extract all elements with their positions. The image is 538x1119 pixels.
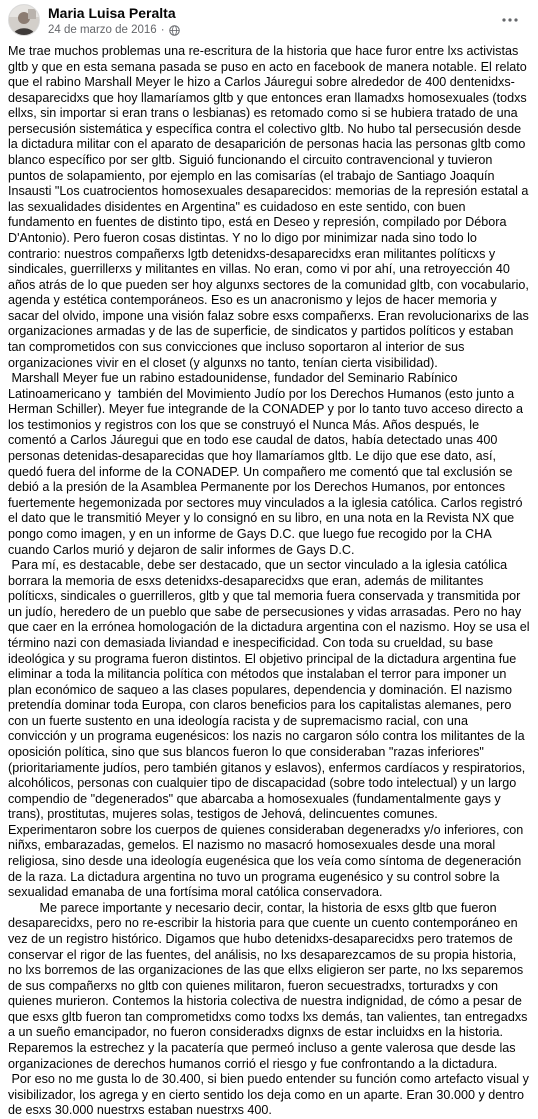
post-paragraph-3: Para mí, es destacable, debe ser destacado, que un sector vinculado a la iglesia católica borrara la memoria de esxs detenidxs-desaparecidxs que eran, además de militantes políticxs, sindicales o guerrilleros, gltb y que tal memoria fuera conservada y transmitida por un judío, heredero de un pueblo que sabe de persecusiones y vidas arrasadas. Pero no hay que caer en la errónea homologación de la dictadura argentina con el nazismo. Hoy se usa el término nazi con demasiada liviandad e inespecificidad. Con toda su crueldad, su base ideológica y su programa fueron distintos. El objetivo principal de la dictadura argentina fue eliminar a toda la militancia política con métodos que instalaban el terror para imponer un plan económico de saqueo a las clases populares, dependencia y dominación. El nazismo pretendía dominar toda Europa, con claros beneficios para los capitalistas alemanes, pero con un fuerte sustento en una ideología racista y de supremacismo racial, con una convicción y un programa eugenésicos: los nazis no cargaron sólo contra los militantes de la oposición política, sino que sus blancos fueron lo que consideraban "razas inferiores" (prioritariamente judíos, pero también gitanos y eslavos), enfermos cardíacos y respiratorios, alcohólicos, personas con cualquier tipo de discapacidad (sobre todo intelectual) y un largo compendio de "degenerados" que abarcaba a homosexuales (fundamentalmente gays y trans), prostitutas, mujeres solas, testigos de Jehová, delincuentes comunes. Experimentaron sobre los cuerpos de quienes consideraban degeneradxs y/o inferiores, con niñxs, embarazadas, gemelos. El nazismo no masacró homosexuales desde una moral religiosa, sino desde una ideología eugenésica que los veía como síntoma de degeneración de la raza. La dictadura argentina no tuvo un programa eugenésico y su control sobre la sexualidad emanaba de una fortísima moral católica conservadora. [8,558,534,900]
post-meta [48,24,180,36]
post-paragraph-1: Me trae muchos problemas una re-escritura de la historia que hace furor entre lxs activistas gltb y que en esta semana pasada se puso en acto en facebook de manera notable. El relato que el rabino Marshall Meyer le hizo a Carlos Jáuregui sobre alrededor de 400 dentenidxs-desaparecidxs que hoy llamaríamos gltb y que entonces eran llamadxs homosexuales (todxs ellxs, sin importar si eran trans o lesbianas) es retomado como si se hubiera tratado de una persecusión sistemática y específica contra el colectivo gltb. No hubo tal persecusión desde la dictadura militar con el aparato de desaparición de personas hacia las personas gltb como blanco específico por ser gltb. Siguió funcionando el circuito contravencional y tuvieron puntos de solapamiento, por ejemplo en las comisarías (el trabajo de Santiago Joaquín Insausti "Los cuatrocientos homosexuales desaparecidos: memorias de la represión estatal a las sexualidades disidentes en Argentina" es cuidadoso en este sentido, con buen fundamento en fuentes de distinto tipo, está en Deseo y represión, compilado por Débora D'Antonio). Pero fueron cosas distintas. Y no lo digo por minimizar nada sino todo lo contrario: nuestros compañerxs lgtb detenidxs-desaparecidxs eran militantes políticxs y sindicales, guerrillerxs y militantes en villas. No eran, como vi por ahí, una retroyección 40 años atrás de lo que pueden ser hoy algunxs sectores de la comunidad gltb, con vocabulario, agenda y estética contemporáneos. Eso es un anacronismo y lejos de hacer memoria y sacar del olvido, impone una visión falaz sobre esxs compañerxs. Eran revolucionarixs de las organizaciones armadas y de las de superficie, de sindicatos y partidos políticos y estaban tan comprometidos con sus convicciones que incluso soportaron al interior de sus organizaciones vivir en el closet (y algunxs no tanto, tenían cierta visibilidad). [8,44,533,370]
globe-icon[interactable] [169,25,180,36]
post-paragraph-2: Marshall Meyer fue un rabino estadounidense, fundador del Seminario Rabínico Latinoamericano y también del Movimiento Judío por los Derechos Humanos (esto junto a Herman Schiller). Meyer fue integrande de la CONADEP y por lo tanto tuvo acceso directo a los testimonios y registros con los que se construyó el Nunca Más. Años después, le comentó a Carlos Jáuregui que en todo ese caudal de datos, había detectado unas 400 personas detenidas-desaparecidas que hoy llamaríamos gltb. Le dijo que ese dato, así, quedó fuera del informe de la CONADEP. Un compañero me comentó que tal exclusión se debió a la presión de la Asamblea Permanente por los Derechos Humanos, por entonces fuertemente hegemonizada por sectores muy vinculados a la iglesia católica. Carlos registró el dato que le transmitió Meyer y lo consignó en su libro, en una nota en la Revista NX que pongo como imagen, y en un informe de Gays D.C. que luego fue recogido por la CHA cuando Carlos murió y dejaron de salir informes de Gays D.C. [8,371,527,557]
post-body [8,44,534,1119]
avatar[interactable] [8,4,40,36]
post-date[interactable]: 24 de marzo de 2016 [48,24,157,36]
post-paragraph-5: Por eso no me gusta lo de 30.400, si bien puedo entender su función como artefacto visual y visibilizador, los agrega y en cierto sentido los deja como en un aparte. Eran 30.000 y dentro de esxs 30.000 nuestrxs estaban nuestrxs 400. [8,1072,533,1118]
avatar-photo [9,5,39,35]
meta-separator: · [160,24,165,36]
author-name[interactable]: Maria Luisa Peralta [48,5,176,21]
more-horizontal-icon[interactable] [498,10,522,30]
post-header [0,0,538,44]
post-paragraph-4: Me parece importante y necesario decir, contar, la historia de esxs gltb que fueron desaparecidxs, pero no re-escribir la historia para que cuente un cuento contemporáneo en vez de un registro histórico. Digamos que hubo detenidxs-desaparecidxs pero tratemos de conservar el rigor de las fuentes, del análisis, no lxs desaparezcamos de su propia historia, no lxs borremos de las organizaciones de las que ellxs eligieron ser parte, no lxs separemos de sus compañerxs no gltb con quienes militaron, fueron secuestradxs, torturadxs y con quienes murieron. Contemos la historia colectiva de nuestra indignidad, de cómo a pesar de que esxs gltb fueron tan comprometidxs como todxs lxs demás, tan valientes, tan entregadxs a un sueño emancipador, no fueron consideradxs dignxs de estar incluidxs en la historia. Reparemos la estrechez y la pacatería que permeó incluso a gente valerosa que desde las organizaciones de derechos humanos corrió el riesgo y fue confrontando a la dictadura. [8,900,531,1071]
